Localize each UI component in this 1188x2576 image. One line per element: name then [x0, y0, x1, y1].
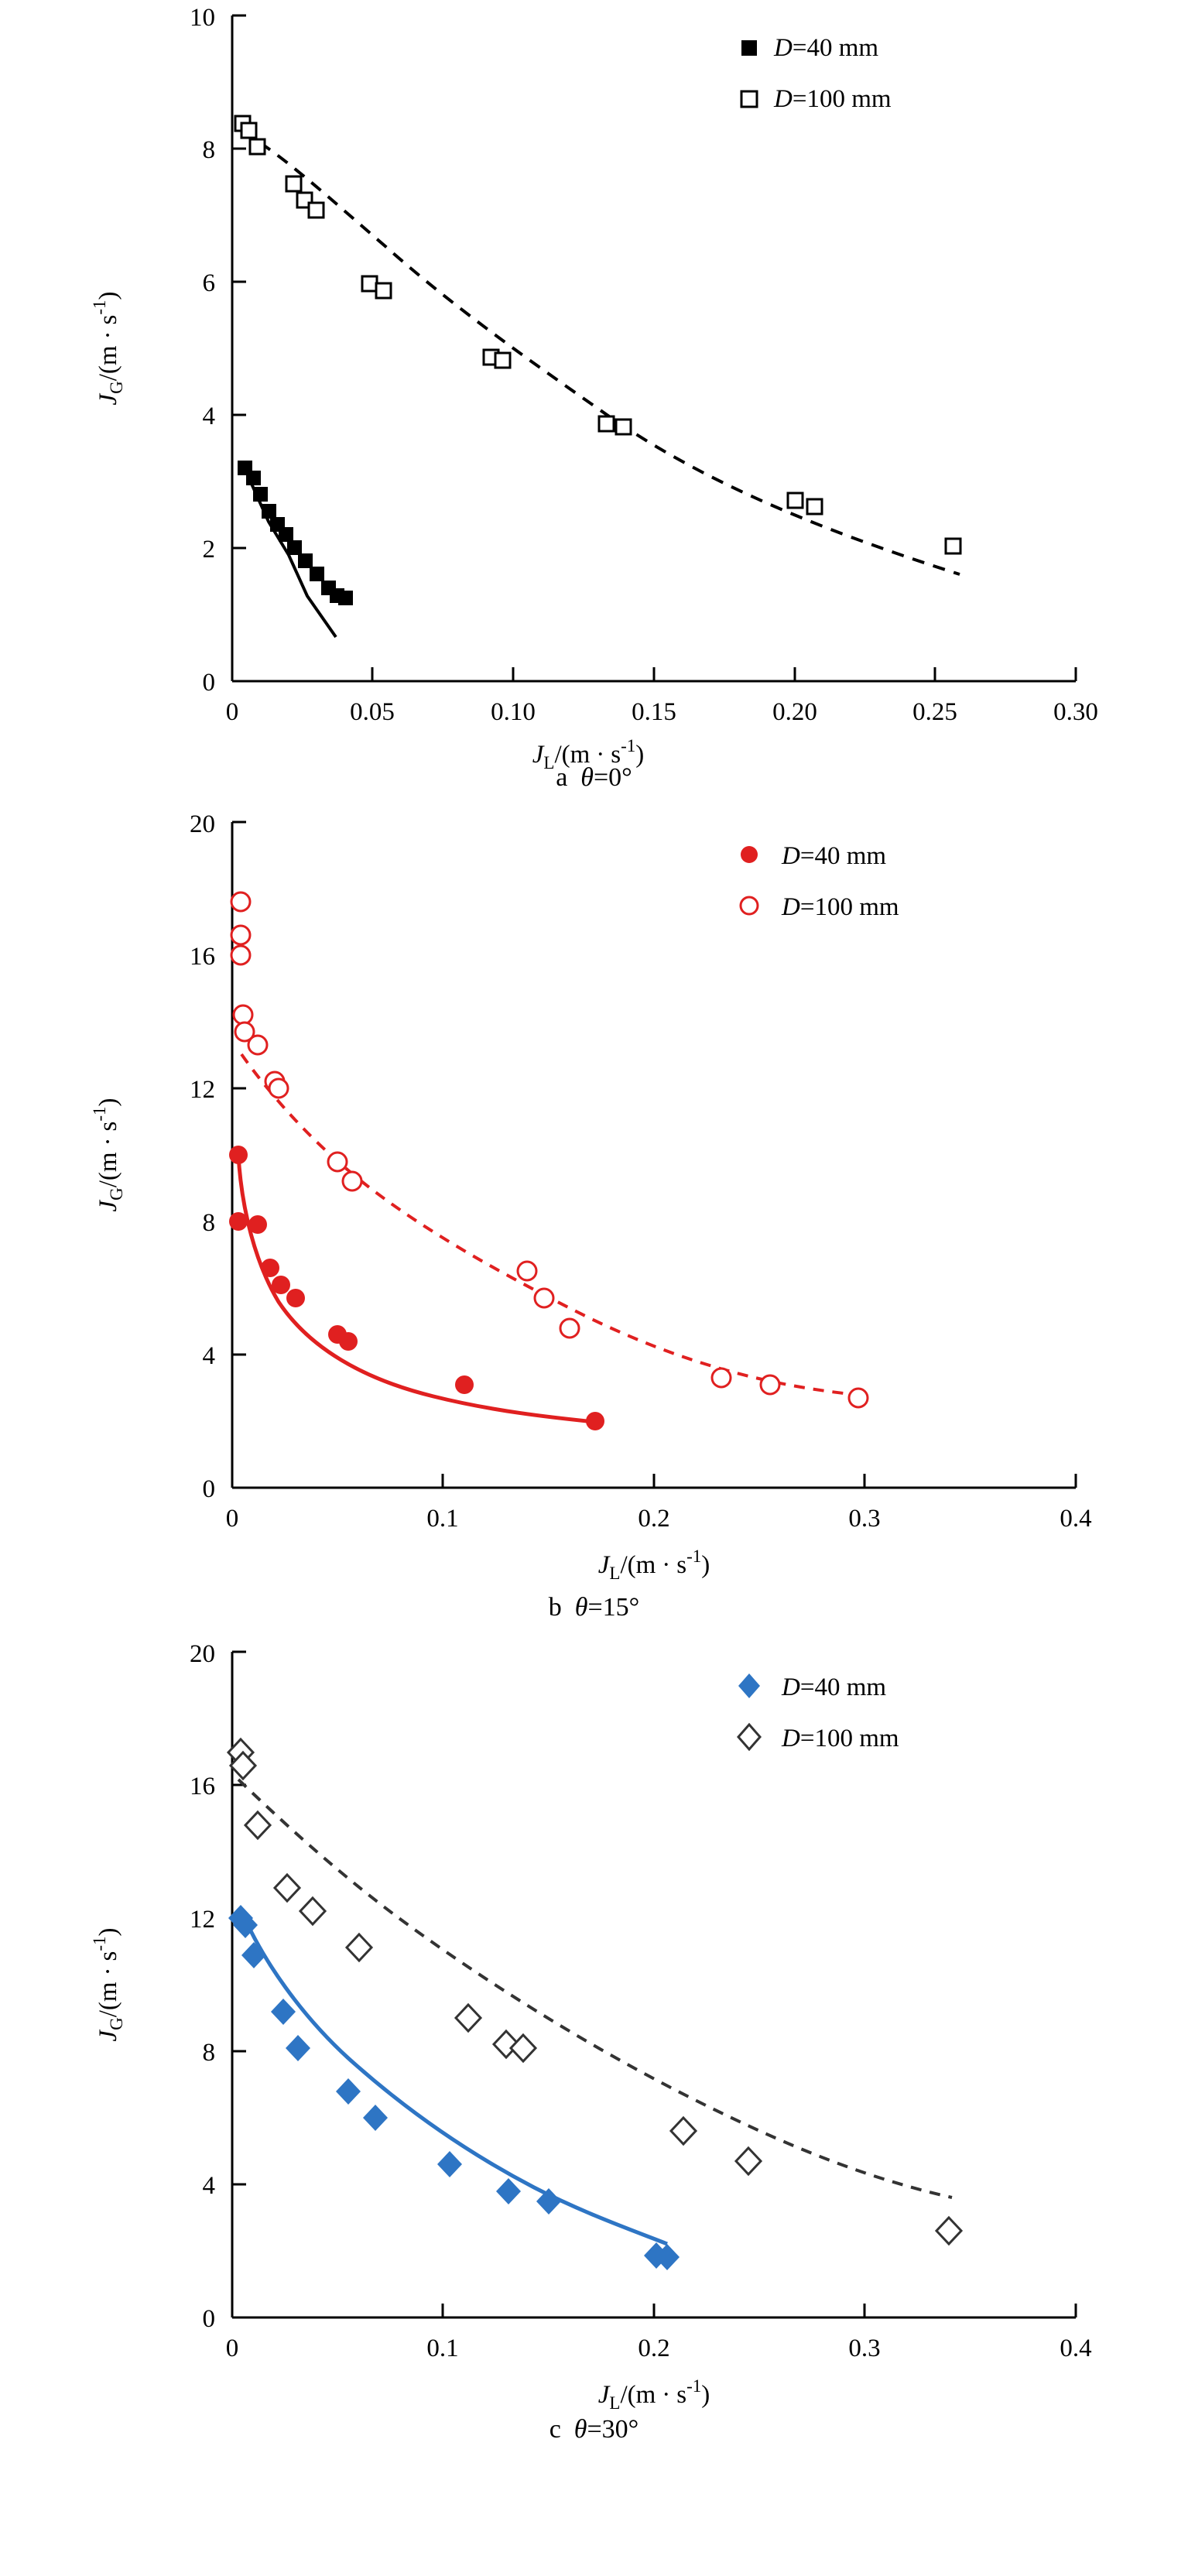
- panel-a-x-ticklabels: [226, 698, 1098, 726]
- tick-label: 0: [225, 2334, 239, 2362]
- panel-c-x-ticklabels: [226, 2334, 1092, 2362]
- caption-value: =0°: [594, 763, 632, 792]
- tick-label: 20: [190, 810, 215, 838]
- caption-symbol: θ: [573, 2415, 587, 2444]
- panel-a-plot: [0, 0, 1188, 772]
- panel-a-series-d40-points: [238, 461, 353, 605]
- tick-label: 4: [202, 402, 215, 430]
- panel-c-svg: [0, 1636, 1188, 2413]
- tick-label: 0: [202, 2305, 215, 2333]
- caption-symbol: θ: [574, 1593, 588, 1622]
- caption-symbol: θ: [580, 763, 594, 792]
- caption-prefix: b: [548, 1593, 562, 1622]
- y-axis-label: $J_G/(m\cdot s^{-1})$: [90, 291, 126, 406]
- panel-c-legend: [738, 1673, 899, 1752]
- tick-label: 0.10: [491, 698, 536, 726]
- legend-label: D=40 mm: [774, 34, 879, 62]
- x-axis-label: $J_L/(m \cdot s^{-1})$: [532, 736, 645, 772]
- panel-a-curves: [241, 132, 960, 637]
- tick-label: 8: [202, 2039, 215, 2067]
- panel-c-series-d40-points: [228, 1905, 680, 2270]
- tick-label: 0.1: [426, 1505, 459, 1533]
- legend-label: D=40 mm: [782, 842, 887, 870]
- panel-a: [0, 0, 1188, 793]
- tick-label: 8: [202, 136, 215, 164]
- caption-value: =15°: [587, 1593, 640, 1622]
- panel-c-curves: [238, 1780, 952, 2244]
- tick-label: 2: [202, 536, 215, 564]
- panel-b-curves: [238, 1054, 858, 1422]
- tick-label: 4: [202, 2172, 215, 2200]
- panel-b-series-d100-points: [231, 892, 868, 1407]
- panel-b-y-ticklabels: [190, 810, 215, 1503]
- panel-b-plot: [0, 807, 1188, 1588]
- legend-label: D=100 mm: [774, 85, 892, 113]
- y-axis-label: $J_G/(m\cdot s^{-1})$: [90, 1927, 126, 2042]
- panel-b-axes: [232, 822, 1076, 1488]
- panel-a-series-d100-points: [235, 116, 960, 553]
- tick-label: 0.4: [1060, 1505, 1092, 1533]
- panel-b-legend: [741, 842, 899, 921]
- panel-c-y-ticklabels: [190, 1640, 215, 2333]
- panel-b-x-ticklabels: [226, 1505, 1092, 1533]
- tick-label: 0.4: [1060, 2334, 1092, 2362]
- tick-label: 16: [190, 943, 215, 971]
- tick-label: 16: [190, 1773, 215, 1800]
- x-axis-label: $J_L/(m \cdot s^{-1})$: [597, 2376, 710, 2413]
- legend-label: D=40 mm: [782, 1673, 887, 1701]
- tick-label: 0.1: [426, 2334, 459, 2362]
- tick-label: 0.3: [848, 2334, 881, 2362]
- panel-a-axes: [232, 15, 1076, 681]
- panel-b-axis-titles: [90, 1098, 710, 1583]
- panel-a-legend: [741, 34, 892, 113]
- tick-label: 12: [190, 1906, 215, 1934]
- tick-label: 0.05: [350, 698, 395, 726]
- panel-a-svg: [0, 0, 1188, 772]
- legend-label: D=100 mm: [782, 893, 899, 921]
- panel-c-series-d100-points: [228, 1739, 961, 2244]
- tick-label: 0.3: [848, 1505, 881, 1533]
- tick-label: 20: [190, 1640, 215, 1668]
- panel-a-y-ticklabels: [190, 4, 215, 697]
- panel-b-svg: [0, 807, 1188, 1588]
- panel-b: [0, 807, 1188, 1622]
- panel-b-series-d40-points: [229, 1146, 604, 1430]
- tick-label: 0.15: [632, 698, 676, 726]
- tick-label: 0.30: [1053, 698, 1098, 726]
- panel-b-caption: [0, 1593, 1188, 1622]
- caption-prefix: c: [549, 2415, 561, 2444]
- caption-prefix: a: [556, 763, 568, 792]
- tick-label: 10: [190, 4, 215, 32]
- panel-a-caption: [0, 763, 1188, 793]
- tick-label: 0: [225, 1505, 239, 1533]
- x-axis-label: $J_L/(m \cdot s^{-1})$: [597, 1547, 710, 1583]
- tick-label: 8: [202, 1209, 215, 1237]
- tick-label: 0.2: [638, 2334, 670, 2362]
- panel-c-plot: [0, 1636, 1188, 2413]
- tick-label: 0: [225, 698, 239, 726]
- tick-label: 6: [202, 269, 215, 297]
- tick-label: 4: [202, 1342, 215, 1370]
- tick-label: 12: [190, 1076, 215, 1104]
- y-axis-label: $J_G/(m\cdot s^{-1})$: [90, 1098, 126, 1212]
- caption-value: =30°: [587, 2415, 639, 2444]
- legend-label: D=100 mm: [782, 1725, 899, 1752]
- tick-label: 0: [202, 1475, 215, 1503]
- tick-label: 0.25: [912, 698, 957, 726]
- tick-label: 0.2: [638, 1505, 670, 1533]
- panel-c-axis-titles: [90, 1927, 710, 2413]
- panel-c-caption: [0, 2415, 1188, 2444]
- tick-label: 0.20: [772, 698, 817, 726]
- tick-label: 0: [202, 669, 215, 697]
- panel-c: [0, 1636, 1188, 2444]
